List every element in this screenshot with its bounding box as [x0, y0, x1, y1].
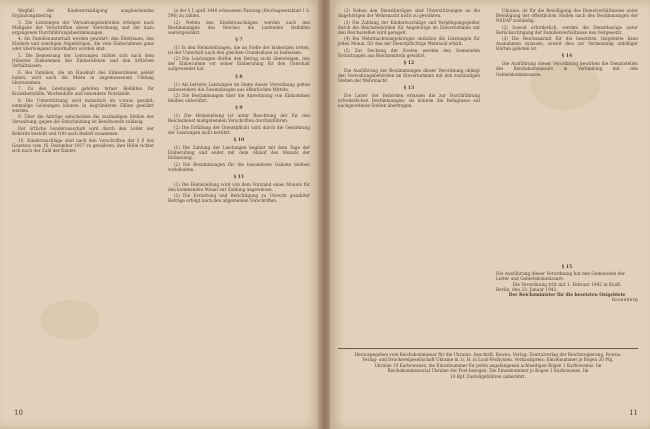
- paragraph: (1) Die Zahlung der Leistungen beginnt mit dem Tage der Einberufung und endet mit dem Ablauf des Monats der Entlassung.: [168, 145, 310, 161]
- left-page-column-2: [168, 8, 310, 205]
- imprint-block: [338, 352, 638, 379]
- paragraph: in der § 1 april 1940 erlassenen Fassung (Reichsgesetzblatt I S. 596) zu zahlen.: [168, 8, 310, 19]
- paragraph: (2) Die Bestimmungen über die Anrechnung von Einkommen bleiben unberührt.: [168, 93, 310, 104]
- paragraph: (2) Die Erfüllung der Dienstpflicht wird durch die Gewährung der Leistungen nicht berührt.: [168, 124, 310, 135]
- section-heading: § 7: [235, 37, 243, 43]
- date-line: Berlin, den 23. Januar 1942.: [496, 287, 558, 293]
- closing-block: [496, 265, 638, 303]
- left-page: [0, 0, 320, 429]
- paragraph: Ukraine, ist für die Bewilligung des Dienstverhältnisses unter Beteiligung der öffentlichen Stellen nach den Bestimmungen der NSDAP zuständig.: [496, 8, 638, 24]
- right-page: [330, 0, 650, 429]
- effective-date: Die Verordnung tritt mit 1. Februar 1942 in Kraft.: [512, 282, 622, 288]
- closing-text: Die Ausführung dieser Verordnung hat den Gemeinden der Leiter und Gebietskommissare.: [496, 272, 625, 283]
- paragraph: Die Ausführung der Bestimmungen dieser Verordnung obliegt den Verwaltungsbehörden im Einvernehmen mit den zuständigen Stellen der Wehrmacht.: [338, 67, 480, 84]
- paragraph: (4) Bei Wehrmachtsangehörigen entfallen die Leistungen für jeden Monat, für den der Dienstpflichtige Wehrsold erhält.: [338, 36, 480, 47]
- paragraph: (2) Die Erstattung und Berichtigung zu Unrecht gezahlter Beträge erfolgt nach den allgemeinen Vorschriften.: [168, 193, 310, 204]
- left-page-column-1: [12, 8, 154, 154]
- paragraph: 8. Die Unterstützung wird monatlich im voraus gezahlt; einmalige Leistungen können in begründeten Fällen gewährt werden.: [12, 97, 154, 113]
- paragraph: 6. Bei Familien, die im Haushalt des Einberufenen gelebt haben, wird auch die Miete in angemessenem Umfang übernommen.: [12, 69, 154, 85]
- paragraph: 3. Die Leistungen der Verwaltungsbehörden erfolgen nach Maßgabe der Vorschriften dieser Verordnung und der dazu ergangenen Durchführungsbestimmungen.: [12, 19, 154, 35]
- imprint-line: Herausgegeben vom Reichskommissar für die Ukraine. Anschrift: Rowno, Verlag: Zentralverlag der Reichsregierung, Rowno.: [354, 352, 622, 357]
- section-heading: § 8: [235, 74, 243, 80]
- paragraph: (2) Die Leistungen dürfen den Betrag nicht übersteigen, den der Einberufene vor seiner Einberufung für den Unterhalt aufgewendet hat.: [168, 56, 310, 72]
- imprint-line: 10 Rpf. Zustellgebühren unberührt.: [450, 373, 526, 379]
- paragraph: (3) Die Zahlung der Kinderzuschläge und Verpflegungsgelder durch die Reichsbehörden für Angehörige im Einvernehmen mit den Reichsstellen wird geregelt.: [338, 19, 480, 35]
- paragraph: (1) In den Heimstellungen, die an Stelle der bisherigen treten, ist der Unterhalt nach den gleichen Grundsätzen zu bemessen.: [168, 44, 310, 55]
- paragraph: (1) Die Heimstellung wird von dem Vorstand eines Monats für den kommenden Monat zur Zahlung angewiesen.: [168, 181, 310, 192]
- paper-stain: [530, 60, 600, 110]
- section-heading: § 10: [233, 137, 245, 143]
- signature-name: Rosenberg: [611, 298, 638, 304]
- paragraph: (1) Als befreite Leistungen im Sinne dieser Verordnung gelten insbesondere die Zuwendungen aus öffentlichen Mitteln.: [168, 81, 310, 92]
- imprint-line: Reichskommissariat Ukraine der Post bezogen. Die Einzelnummer je Bogen 1 Karbowanez. Im: [387, 368, 589, 374]
- right-page-column-1: [338, 8, 480, 110]
- paragraph: 5. Die Bemessung der Leistungen richtet sich nach dem früheren Einkommen des Einberufenen und den örtlichen Verhältnissen.: [12, 52, 154, 68]
- page-number: 11: [629, 409, 638, 417]
- section-heading: § 13: [403, 86, 415, 92]
- paragraph: 9. Über die Anträge entscheiden die zuständigen Stellen der Verwaltung; gegen die Entscheidung ist Beschwerde zulässig.: [12, 114, 154, 125]
- paragraph: (1) Die Heimstellung ist unter Beachtung der für den Reichsdienst maßgebenden Vorschriften durchzuführen.: [168, 113, 310, 124]
- paragraph: (5) Zur Deckung der Kosten werden den Gemeinden Erstattungen aus Reichsmitteln gewährt.: [338, 47, 480, 58]
- paragraph: Die Ausführung dieser Verordnung bewirken die Dienststellen des Reichskommissars in Verbindung mit den Gebietskommissaren.: [496, 61, 638, 77]
- paragraph: Die Leiter der Behörden erlassen die zur Durchführung erforderlichen Bestimmungen; sie können die Befugnisse auf nachgeordnete Stellen übertragen.: [338, 93, 480, 109]
- paragraph: Der örtliche Sonderausschuß wird durch den Leiter der Behörde bestellt und tritt nach Bedarf zusammen.: [12, 125, 154, 137]
- paragraph: (2) Soweit erforderlich, werden die Dienstbezüge unter Berücksichtigung der Familienverhältnisse neu festgesetzt.: [496, 24, 638, 35]
- paragraph: Wegfall der Kinderermäßigung ausgleichenden Ergänzungsbetrag.: [12, 8, 154, 19]
- section-heading: § 12: [403, 60, 415, 66]
- section-heading: § 9: [235, 106, 243, 112]
- paragraph: 10. Kinderzuschläge sind nach den Vorschriften der § 6 des Gesetzes vom 16. Dezember 1937 zu gewähren; ihre Höhe richtet sich nach der Zahl der Kinder.: [12, 137, 154, 153]
- imprint-line: Verlag- und Druckereigesellschaft Ukraine m. b. H. in Luck-Wolhynien. Verkaufspreis: Einzelnummer je Bogen 20 Pfg.: [362, 357, 614, 363]
- section-heading: § 11: [233, 174, 245, 180]
- paragraph: (2) Die Bestimmungen für die besonderen Gebiete bleiben vorbehalten.: [168, 161, 310, 172]
- paragraph: 7. Zu den Leistungen gehören ferner Beihilfen für Krankheitsfälle, Wochenhilfe und besondere Notstände.: [12, 86, 154, 97]
- paragraph: (3) Die Reichsanstalt für die besetzten Ostgebiete kann Ausnahmen zulassen, soweit dies zur Vermeidung unbilliger Härten geboten ist.: [496, 36, 638, 52]
- paragraph: (2) Neben den Kinderzuschlägen werden nach den Bestimmungen des Reiches die laufenden Beihilfen weitergewährt.: [168, 19, 310, 35]
- paragraph: 4. Als Familienunterhalt werden gewährt: den Ehefrauen, den Kindern und sonstigen Angehörigen, die vom Einberufenen ganz oder überwiegend unterhalten worden sind.: [12, 36, 154, 52]
- section-heading: § 15: [561, 265, 573, 270]
- imprint-line: Ukraine 10 Karbowanez, die Einzelnummer für jeden angefangenen achtseitigen Bogen 1 Karbowanez. Im: [374, 362, 602, 368]
- imprint-divider: [338, 348, 638, 349]
- signatory-title: Der Reichsminister für die besetzten Ostgebiete: [508, 293, 626, 299]
- section-heading: § 14: [561, 54, 573, 60]
- paper-stain: [40, 300, 100, 340]
- paragraph: (2) Neben den Dienstbezügen sind Unterstützungen an die Angehörigen der Wehrmacht nicht zu gewähren.: [338, 8, 480, 19]
- page-number: 10: [14, 409, 23, 417]
